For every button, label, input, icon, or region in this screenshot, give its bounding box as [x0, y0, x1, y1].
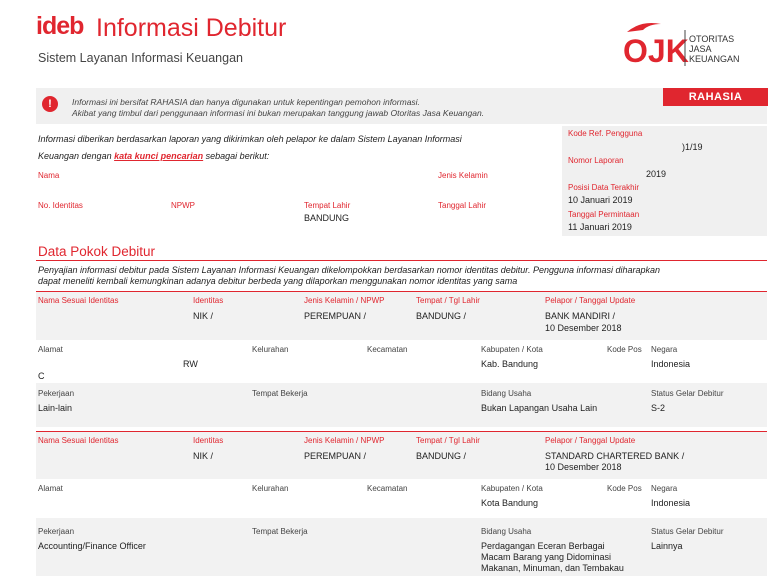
- value-bidang-usaha-2: Macam Barang yang Didominasi: [481, 552, 612, 562]
- value-identitas: NIK /: [193, 311, 214, 321]
- value-bidang-usaha-3: Makanan, Minuman, dan Tembakau: [481, 563, 624, 573]
- ojk-logo-text: OJK: [623, 33, 689, 69]
- value-kabupaten: Kota Bandung: [481, 498, 539, 508]
- label-bidang-usaha: Bidang Usaha: [481, 527, 532, 536]
- section-divider: [36, 260, 767, 261]
- rahasia-badge: RAHASIA: [663, 88, 768, 106]
- report-meta-panel: [562, 126, 767, 236]
- label-status-gelar: Status Gelar Debitur: [651, 389, 724, 398]
- posisi-data-label: Posisi Data Terakhir: [568, 183, 639, 192]
- label-pelapor: Pelapor / Tanggal Update: [545, 436, 636, 445]
- debtor-record: [36, 291, 767, 427]
- label-npwp: NPWP: [171, 201, 195, 210]
- label-nama-sesuai: Nama Sesuai Identitas: [38, 436, 119, 445]
- label-kabupaten: Kabupaten / Kota: [481, 484, 543, 493]
- label-tempat-bekerja: Tempat Bekerja: [252, 527, 308, 536]
- label-negara: Negara: [651, 484, 678, 493]
- value-pekerjaan: Lain-lain: [38, 403, 73, 413]
- kode-ref-label: Kode Ref. Pengguna: [568, 129, 643, 138]
- label-kecamatan: Kecamatan: [367, 484, 408, 493]
- address-row: [36, 479, 767, 518]
- value-negara: Indonesia: [651, 359, 691, 369]
- value-rw: RW: [183, 359, 198, 369]
- alert-icon: !: [42, 96, 58, 112]
- value-pelapor-date: 10 Desember 2018: [545, 462, 622, 472]
- value-tempat: BANDUNG /: [416, 311, 467, 321]
- value-kabupaten: Kab. Bandung: [481, 359, 539, 369]
- label-status-gelar: Status Gelar Debitur: [651, 527, 724, 536]
- label-nama: Nama: [38, 171, 60, 180]
- debtor-record: [36, 431, 767, 576]
- label-identitas: Identitas: [193, 436, 224, 445]
- label-tempat-tgl: Tempat / Tgl Lahir: [416, 296, 480, 305]
- nomor-laporan-value: 2019: [646, 169, 667, 179]
- value-pelapor: BANK MANDIRI /: [545, 311, 616, 321]
- tanggal-permintaan-label: Tanggal Permintaan: [568, 210, 640, 219]
- ojk-name: OTORITAS JASA KEUANGAN: [689, 34, 740, 64]
- nomor-laporan-label: Nomor Laporan: [568, 156, 624, 165]
- value-pelapor: STANDARD CHARTERED BANK /: [545, 451, 685, 461]
- address-row: [36, 340, 767, 383]
- notice-text: Informasi ini bersifat RAHASIA dan hanya digunakan untuk kepentingan pemohon informasi. Akibat yang timbul dari penggunaan informasi ini bukan merupakan tanggung jawab Otoritas Jasa Keuangan.: [72, 97, 485, 118]
- label-jenis-kelamin: Jenis Kelamin: [438, 171, 488, 180]
- section-title: Data Pokok Debitur: [38, 244, 156, 259]
- ojk-logo: [621, 20, 751, 75]
- value-bidang-usaha: Perdagangan Eceran Berbagai: [481, 541, 605, 551]
- value-identitas: NIK /: [193, 451, 214, 461]
- value-alamat-c: C: [38, 371, 45, 381]
- label-kode-pos: Kode Pos: [607, 484, 642, 493]
- search-keyword-link[interactable]: kata kunci pencarian: [114, 151, 204, 161]
- label-jenis-npwp: Jenis Kelamin / NPWP: [304, 436, 385, 445]
- label-no-identitas: No. Identitas: [38, 201, 83, 210]
- label-kecamatan: Kecamatan: [367, 345, 408, 354]
- value-jenis: PEREMPUAN /: [304, 451, 367, 461]
- confidential-notice: [36, 88, 767, 124]
- label-negara: Negara: [651, 345, 678, 354]
- section-description: Penyajian informasi debitur pada Sistem Layanan Informasi Keuangan dikelompokkan berdasarkan nomor identitas debitur. Pengguna informasi diharapkan dapat meneliti kembali kemungkinan adanya debitur berbeda yang dilaporkan menggunakan nomor identitas yang sama: [38, 265, 661, 286]
- label-tempat-lahir: Tempat Lahir: [304, 201, 351, 210]
- label-jenis-npwp: Jenis Kelamin / NPWP: [304, 296, 385, 305]
- kode-ref-value: )1/19: [682, 142, 703, 152]
- label-kelurahan: Kelurahan: [252, 345, 289, 354]
- value-status-gelar: S-2: [651, 403, 666, 413]
- value-pelapor-date: 10 Desember 2018: [545, 323, 622, 333]
- label-identitas: Identitas: [193, 296, 224, 305]
- value-tempat-lahir: BANDUNG: [304, 213, 350, 223]
- label-tempat-tgl: Tempat / Tgl Lahir: [416, 436, 480, 445]
- label-bidang-usaha: Bidang Usaha: [481, 389, 532, 398]
- tanggal-permintaan-value: 11 Januari 2019: [568, 222, 632, 232]
- page-title: Informasi Debitur: [96, 14, 287, 42]
- posisi-data-value: 10 Januari 2019: [568, 195, 633, 205]
- value-negara: Indonesia: [651, 498, 691, 508]
- value-pekerjaan: Accounting/Finance Officer: [38, 541, 146, 551]
- value-bidang-usaha: Bukan Lapangan Usaha Lain: [481, 403, 598, 413]
- value-status-gelar: Lainnya: [651, 541, 683, 551]
- label-tanggal-lahir: Tanggal Lahir: [438, 201, 487, 210]
- value-tempat: BANDUNG /: [416, 451, 467, 461]
- label-pekerjaan: Pekerjaan: [38, 527, 75, 536]
- search-info: Informasi diberikan berdasarkan laporan yang dikirimkan oleh pelapor ke dalam Sistem Layanan Informasi Keuangan dengan kata kunci pencarian sebagai berikut:: [38, 134, 462, 161]
- label-kabupaten: Kabupaten / Kota: [481, 345, 543, 354]
- label-alamat: Alamat: [38, 484, 63, 493]
- label-kode-pos: Kode Pos: [607, 345, 642, 354]
- label-nama-sesuai: Nama Sesuai Identitas: [38, 296, 119, 305]
- label-pelapor: Pelapor / Tanggal Update: [545, 296, 636, 305]
- label-kelurahan: Kelurahan: [252, 484, 289, 493]
- ideb-logo: ideb: [36, 12, 84, 40]
- label-tempat-bekerja: Tempat Bekerja: [252, 389, 308, 398]
- label-alamat: Alamat: [38, 345, 63, 354]
- label-pekerjaan: Pekerjaan: [38, 389, 75, 398]
- page-subtitle: Sistem Layanan Informasi Keuangan: [38, 51, 243, 65]
- value-jenis: PEREMPUAN /: [304, 311, 367, 321]
